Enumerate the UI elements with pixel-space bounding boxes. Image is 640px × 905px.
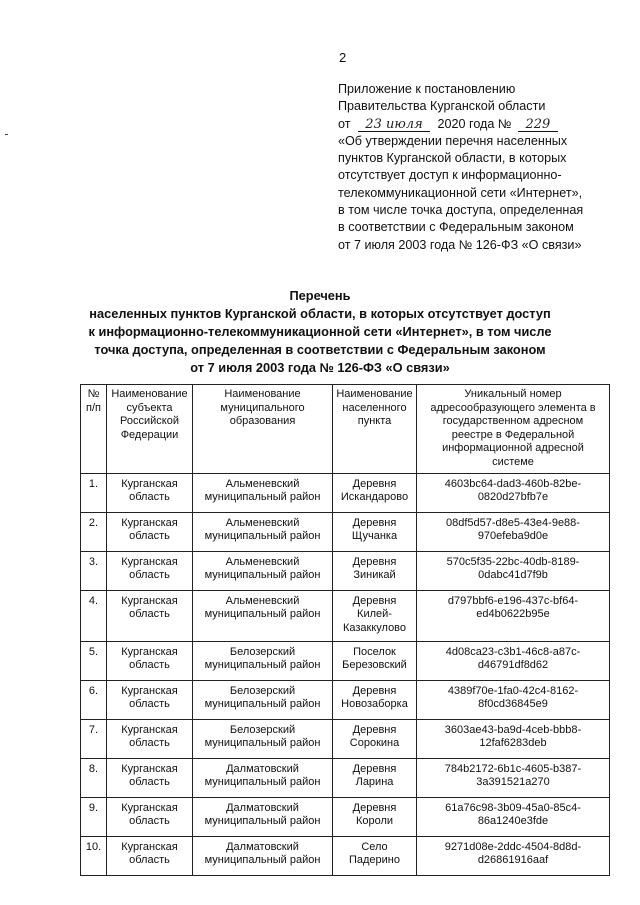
settlement-cell-line: Деревня <box>352 762 397 775</box>
uid-cell-line: 61a76c98-3b09-45a0-85c4- <box>445 801 581 814</box>
uid-cell <box>417 551 610 590</box>
appendix-description-line: «Об утверждении перечня населенных <box>338 133 568 148</box>
table-row <box>81 836 610 875</box>
subject-cell-line: область <box>129 698 170 711</box>
column-header-line: информационной адресной <box>442 442 584 455</box>
municipality-cell-line: муниципальный район <box>204 776 321 789</box>
table-row <box>81 551 610 590</box>
subject-cell <box>107 641 193 680</box>
column-header-line: № <box>87 388 100 400</box>
subject-cell <box>107 590 193 641</box>
column-header-line: п/п <box>86 401 101 414</box>
handwritten-date: 23 июля <box>358 118 430 132</box>
column-header <box>81 385 107 474</box>
settlement-cell <box>333 719 417 758</box>
municipality-cell <box>193 473 333 512</box>
municipality-cell-line: Далматовский <box>226 801 299 814</box>
row-number: 5. <box>81 641 107 680</box>
municipality-cell-line: муниципальный район <box>204 854 321 867</box>
settlements-table <box>80 384 610 876</box>
uid-cell <box>417 719 610 758</box>
column-header <box>333 385 417 474</box>
uid-cell-line: d46791df8d62 <box>477 659 549 672</box>
subject-cell <box>107 680 193 719</box>
subject-cell-line: область <box>129 569 170 582</box>
municipality-cell-line: Далматовский <box>226 840 299 853</box>
column-header-line: адресообразующего элемента в <box>430 401 596 414</box>
municipality-cell-line: муниципальный район <box>204 737 321 750</box>
title-line: точка доступа, определенная в соответствии с Федеральным законом <box>94 342 546 357</box>
subject-cell <box>107 758 193 797</box>
row-number: 9. <box>81 797 107 836</box>
subject-cell-line: Курганская <box>121 555 178 568</box>
table-row <box>81 680 610 719</box>
subject-cell-line: область <box>129 815 170 828</box>
uid-cell <box>417 836 610 875</box>
column-header-line: Наименование <box>336 388 413 400</box>
municipality-cell-line: Альменевский <box>225 477 300 490</box>
uid-cell <box>417 590 610 641</box>
subject-cell-line: область <box>129 737 170 750</box>
settlement-cell <box>333 512 417 551</box>
uid-cell-line: 0820d27bfb7e <box>477 491 549 504</box>
settlement-cell <box>333 758 417 797</box>
appendix-line-1: Приложение к постановлению <box>338 82 516 96</box>
column-header-line: пункта <box>357 415 392 428</box>
subject-cell <box>107 797 193 836</box>
settlement-cell-line: Деревня <box>352 723 397 736</box>
column-header-line: Наименование <box>111 388 188 400</box>
settlement-cell-line: Деревня <box>352 516 397 529</box>
uid-cell-line: 86a1240e3fde <box>477 815 549 828</box>
uid-cell-line: 08df5d57-d8e5-43e4-9e88- <box>446 516 580 529</box>
column-header-line: Наименование <box>224 388 301 400</box>
settlement-cell-line: Зиникай <box>353 569 396 582</box>
subject-cell-line: Курганская <box>121 723 178 736</box>
municipality-cell-line: Белозерский <box>229 723 296 736</box>
table-row <box>81 590 610 641</box>
uid-cell <box>417 758 610 797</box>
subject-cell-line: область <box>129 608 170 621</box>
subject-cell-line: область <box>129 491 170 504</box>
uid-cell <box>417 680 610 719</box>
municipality-cell <box>193 758 333 797</box>
subject-cell-line: область <box>129 659 170 672</box>
title-line: населенных пунктов Курганской области, в которых отсутствует доступ <box>89 306 551 321</box>
settlement-cell-line: Поселок <box>353 645 396 658</box>
settlement-cell-line: Деревня <box>352 477 397 490</box>
row-number: 8. <box>81 758 107 797</box>
title-heading: Перечень <box>289 288 351 303</box>
settlement-cell <box>333 836 417 875</box>
subject-cell-line: Курганская <box>121 762 178 775</box>
settlement-cell-line: Ларина <box>355 776 394 789</box>
settlement-cell <box>333 680 417 719</box>
municipality-cell-line: муниципальный район <box>204 698 321 711</box>
column-header-line: Федерации <box>120 428 179 441</box>
row-number: 2. <box>81 512 107 551</box>
uid-cell-line: 8f0cd36845e9 <box>478 698 548 711</box>
appendix-description-line: в том числе точка доступа, определенная <box>338 203 584 218</box>
settlement-cell-line: Деревня <box>352 555 397 568</box>
uid-cell <box>417 797 610 836</box>
municipality-cell-line: Белозерский <box>229 645 296 658</box>
from-prefix: от <box>338 116 351 131</box>
settlement-cell-line: Щучанка <box>351 530 398 543</box>
uid-cell-line: 784b2172-6b1c-4605-b387- <box>444 762 582 775</box>
appendix-description-line: отсутствует доступ к информационно- <box>338 168 562 183</box>
settlement-cell-line: Килей- <box>357 608 392 621</box>
scan-mark <box>5 134 8 135</box>
uid-cell-line: d26861916aaf <box>477 854 549 867</box>
municipality-cell <box>193 551 333 590</box>
municipality-cell-line: муниципальный район <box>204 491 321 504</box>
subject-cell-line: область <box>129 530 170 543</box>
row-number: 4. <box>81 590 107 641</box>
table-header-row <box>81 385 610 474</box>
settlement-cell-line: Деревня <box>352 684 397 697</box>
column-header-line: образования <box>229 415 296 428</box>
uid-cell-line: 4d08ca23-c3b1-46c8-a87c- <box>445 645 581 658</box>
appendix-description <box>338 133 610 254</box>
row-number: 6. <box>81 680 107 719</box>
settlement-cell-line: Новозаборка <box>341 698 408 711</box>
subject-cell-line: Курганская <box>121 594 178 607</box>
subject-cell <box>107 512 193 551</box>
municipality-cell-line: Альменевский <box>225 555 300 568</box>
uid-cell-line: 3603ae43-ba9d-4ceb-bbb8- <box>444 723 582 736</box>
appendix-header <box>338 81 610 254</box>
settlement-cell-line: Деревня <box>352 594 397 607</box>
row-number: 7. <box>81 719 107 758</box>
municipality-cell-line: муниципальный район <box>204 659 321 672</box>
column-header-line: системе <box>492 455 534 468</box>
subject-cell-line: Курганская <box>121 516 178 529</box>
settlement-cell-line: Березовский <box>342 659 407 672</box>
settlement-cell-line: Село <box>361 840 388 853</box>
uid-cell-line: 12faf6283deb <box>479 737 547 750</box>
settlement-cell <box>333 590 417 641</box>
subject-cell <box>107 551 193 590</box>
table-row <box>81 719 610 758</box>
municipality-cell <box>193 719 333 758</box>
municipality-cell <box>193 512 333 551</box>
municipality-cell-line: Альменевский <box>225 516 300 529</box>
settlement-cell-line: Падерино <box>348 854 400 867</box>
column-header <box>107 385 193 474</box>
row-number: 10. <box>81 836 107 875</box>
subject-cell-line: область <box>129 776 170 789</box>
year-text: 2020 года № <box>437 116 512 131</box>
uid-cell-line: 4389f70e-1fa0-42c4-8162- <box>447 684 579 697</box>
column-header-line: населенного <box>342 401 407 414</box>
uid-cell-line: 9271d08e-2ddc-4504-8d8d- <box>444 840 582 853</box>
handwritten-number: 229 <box>518 118 558 132</box>
column-header <box>417 385 610 474</box>
subject-cell-line: Курганская <box>121 801 178 814</box>
uid-cell-line: 0dabc41d7f9b <box>478 569 548 582</box>
municipality-cell-line: муниципальный район <box>204 569 321 582</box>
appendix-description-line: от 7 июля 2003 года № 126-ФЗ «О связи» <box>338 237 582 252</box>
uid-cell-line: ed4b0622b95e <box>476 608 550 621</box>
subject-cell-line: Курганская <box>121 684 178 697</box>
settlement-cell <box>333 641 417 680</box>
settlement-cell <box>333 797 417 836</box>
appendix-date-line <box>338 116 610 133</box>
municipality-cell <box>193 590 333 641</box>
table-body <box>81 473 610 875</box>
municipality-cell-line: муниципальный район <box>204 608 321 621</box>
appendix-description-line: телекоммуникационной сети «Интернет», <box>338 185 583 200</box>
subject-cell <box>107 719 193 758</box>
municipality-cell <box>193 680 333 719</box>
table-row <box>81 641 610 680</box>
column-header-line: Уникальный номер <box>464 388 562 400</box>
uid-cell <box>417 473 610 512</box>
uid-cell-line: 3a391521a270 <box>476 776 550 789</box>
table-row <box>81 512 610 551</box>
uid-cell <box>417 512 610 551</box>
appendix-line-2: Правительства Курганской области <box>338 99 546 114</box>
municipality-cell <box>193 641 333 680</box>
settlement-cell <box>333 551 417 590</box>
title-line: к информационно-телекоммуникационной сети «Интернет», в том числе <box>88 324 552 339</box>
municipality-cell-line: муниципальный район <box>204 530 321 543</box>
settlement-cell-line: Короли <box>355 815 394 828</box>
subject-cell-line: Курганская <box>121 645 178 658</box>
column-header-line: Российской <box>120 415 179 428</box>
table-row <box>81 797 610 836</box>
municipality-cell <box>193 797 333 836</box>
column-header-line: реестре в Федеральной <box>451 428 575 441</box>
settlement-cell-line: Сорокина <box>349 737 400 750</box>
column-header-line: субъекта <box>126 401 173 414</box>
row-number: 1. <box>81 473 107 512</box>
subject-cell-line: Курганская <box>121 477 178 490</box>
settlement-cell-line: Искандарово <box>340 491 409 504</box>
municipality-cell-line: Альменевский <box>225 594 300 607</box>
column-header-line: государственном адресном <box>442 415 584 428</box>
uid-cell-line: 970efeba9d0e <box>477 530 549 543</box>
table-row <box>81 473 610 512</box>
subject-cell-line: область <box>129 854 170 867</box>
settlement-cell <box>333 473 417 512</box>
settlement-cell-line: Казаккулово <box>342 621 407 634</box>
appendix-description-line: в соответствии с Федеральным законом <box>338 220 574 235</box>
row-number: 3. <box>81 551 107 590</box>
uid-cell-line: 570c5f35-22bc-40db-8189- <box>446 555 580 568</box>
subject-cell <box>107 836 193 875</box>
subject-cell-line: Курганская <box>121 840 178 853</box>
municipality-cell-line: Далматовский <box>226 762 299 775</box>
municipality-cell-line: муниципальный район <box>204 815 321 828</box>
document-title <box>40 287 600 377</box>
subject-cell <box>107 473 193 512</box>
table-row <box>81 758 610 797</box>
uid-cell-line: 4603bc64-dad3-460b-82be- <box>444 477 582 490</box>
uid-cell <box>417 641 610 680</box>
municipality-cell <box>193 836 333 875</box>
column-header-line: муниципального <box>220 401 305 414</box>
page-number: 2 <box>339 50 347 65</box>
column-header <box>193 385 333 474</box>
appendix-description-line: пунктов Курганской области, в которых <box>338 151 567 166</box>
uid-cell-line: d797bbf6-e196-437c-bf64- <box>447 594 579 607</box>
title-line: от 7 июля 2003 года № 126-ФЗ «О связи» <box>190 360 450 375</box>
municipality-cell-line: Белозерский <box>229 684 296 697</box>
settlement-cell-line: Деревня <box>352 801 397 814</box>
